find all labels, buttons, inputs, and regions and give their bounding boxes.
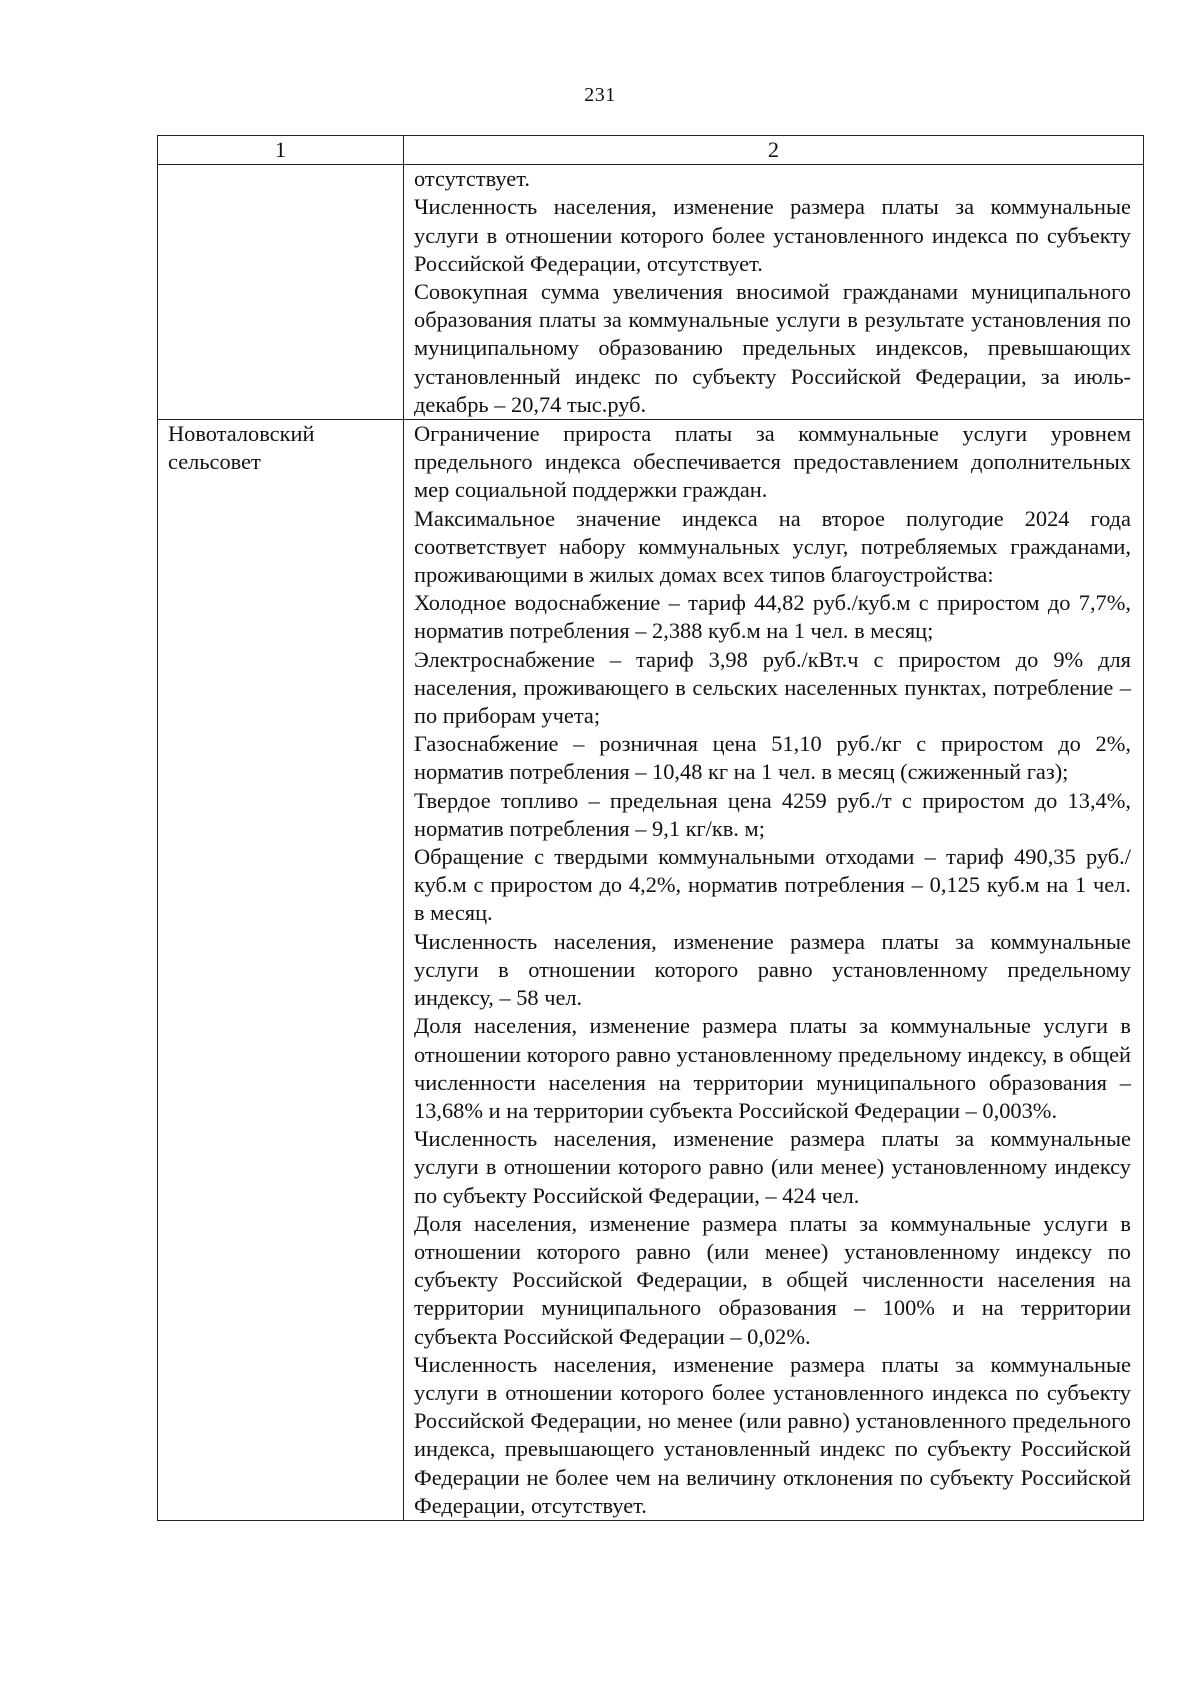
column-header-2: 2 xyxy=(404,136,1144,165)
municipality-name-cell xyxy=(158,165,404,420)
paragraph: Ограничение прироста платы за коммунальные услуги уровнем предельного индекса обеспечивается предоставлением дополнительных мер социальной поддержки граждан. xyxy=(414,421,1131,503)
paragraph: Численность населения, изменение размера платы за коммунальные услуги в отношении которого равно установленному предельному индексу, – 58 чел. xyxy=(414,928,1131,1011)
document-table xyxy=(157,135,1144,1521)
paragraph: Доля населения, изменение размера платы за коммунальные услуги в отношении которого равно (или менее) установленному индексу по субъекту Российской Федерации, в общей численности населения на территории муниципального образования – 100% и на территории субъекта Российской Федерации – 0,02%. xyxy=(414,1210,1131,1349)
paragraph: Обращение с твердыми коммунальными отходами – тариф 490,35 руб./куб.м с приростом до 4,2%, норматив потребления – 0,125 куб.м на 1 чел. в месяц. xyxy=(414,844,1131,926)
municipality-name-cell: Новоталовский сельсовет xyxy=(158,420,404,1521)
paragraph: Твердое топливо – предельная цена 4259 руб./т с приростом до 13,4%, норматив потребления – 9,1 кг/кв. м; xyxy=(414,787,1131,841)
table-row xyxy=(158,420,1144,1521)
table-header-row xyxy=(158,136,1144,165)
paragraph: Численность населения, изменение размера платы за коммунальные услуги в отношении которого равно (или менее) установленному индексу по субъекту Российской Федерации, – 424 чел. xyxy=(414,1126,1131,1208)
paragraph: Холодное водоснабжение – тариф 44,82 руб./куб.м с приростом до 7,7%, норматив потребления – 2,388 куб.м на 1 чел. в месяц; xyxy=(414,590,1131,644)
paragraph: Численность населения, изменение размера платы за коммунальные услуги в отношении которого более установленного индекса по субъекту Российской Федерации, отсутствует. xyxy=(414,194,1131,276)
paragraph: отсутствует. xyxy=(414,166,530,192)
page-number: 231 xyxy=(584,84,616,106)
paragraph: Газоснабжение – розничная цена 51,10 руб./кг с приростом до 2%, норматив потребления – 10,48 кг на 1 чел. в месяц (сжиженный газ); xyxy=(414,731,1131,785)
description-cell xyxy=(404,165,1144,420)
paragraph: Численность населения, изменение размера платы за коммунальные услуги в отношении которого более установленного индекса по субъекту Российской Федерации, но менее (или равно) установленного предельного индекса, превышающего установленный индекс по субъекту Российской Федерации не более чем на величину отклонения по субъекту Российской Федерации, отсутствует. xyxy=(414,1351,1131,1518)
paragraph: Доля населения, изменение размера платы за коммунальные услуги в отношении которого равно установленному предельному индексу, в общей численности населения на территории муниципального образования – 13,68% и на территории субъекта Российской Федерации – 0,003%. xyxy=(414,1013,1131,1123)
description-cell xyxy=(404,420,1144,1521)
table-row xyxy=(158,165,1144,420)
paragraph: Электроснабжение – тариф 3,98 руб./кВт.ч с приростом до 9% для населения, проживающего в сельских населенных пунктах, потребление – по приборам учета; xyxy=(414,646,1131,729)
paragraph: Совокупная сумма увеличения вносимой гражданами муниципального образования платы за коммунальные услуги в результате установления по муниципальному образованию предельных индексов, превышающих установленный индекс по субъекту Российской Федерации, за июль-декабрь – 20,74 тыс.руб. xyxy=(414,279,1131,417)
paragraph: Максимальное значение индекса на второе полугодие 2024 года соответствует набору коммунальных услуг, потребляемых гражданами, проживающими в жилых домах всех типов благоустройства: xyxy=(414,505,1131,588)
column-header-1: 1 xyxy=(158,136,404,165)
